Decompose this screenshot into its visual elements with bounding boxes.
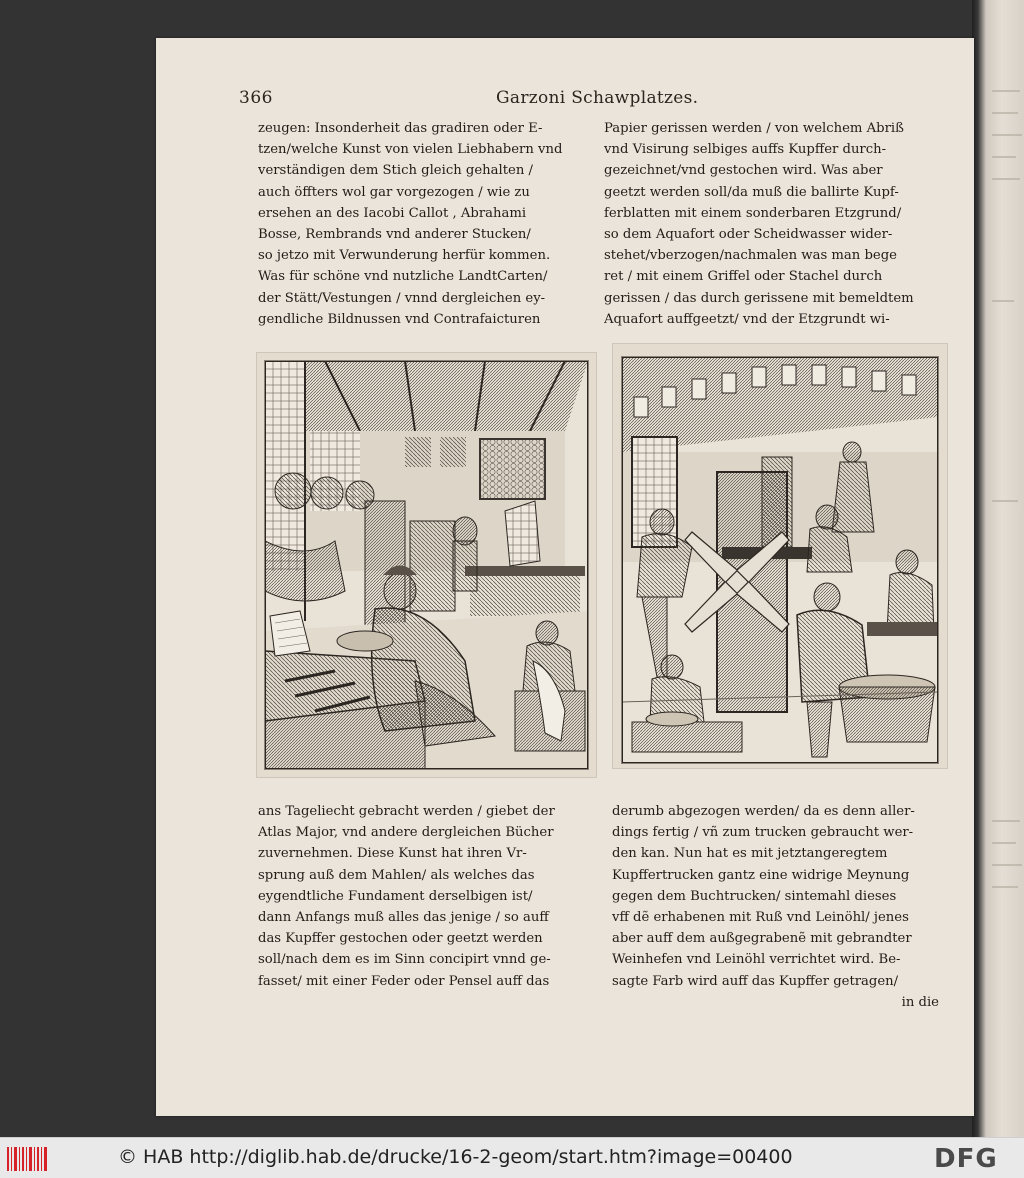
text-line: Aquafort auffgeetzt/ vnd der Etzgrundt wi- <box>604 311 890 327</box>
text-line: so jetzo mit Verwunderung herfür kommen. <box>258 248 551 264</box>
text-column-bottom-right <box>612 801 939 1013</box>
text-line: zeugen: Insonderheit das gradiren oder E- <box>258 121 543 136</box>
page-number: 366 <box>239 88 273 108</box>
text-line: stehet/vberzogen/nachmalen was man bege <box>604 248 897 264</box>
source-link[interactable]: © HAB http://diglib.hab.de/drucke/16-2-geom/start.htm?image=00400 <box>118 1146 793 1168</box>
text-line: geetzt werden soll/da muß die ballirte Kupf- <box>604 184 899 200</box>
text-line: gezeichnet/vnd gestochen wird. Was aber <box>604 163 883 179</box>
text-line: Kupffertrucken gantz eine widrige Meynung <box>612 867 910 883</box>
text-line: auch öffters wol gar vorgezogen / wie zu <box>258 184 530 200</box>
text-line: Bosse, Rembrands vnd anderer Stucken/ <box>258 226 531 242</box>
text-line: den kan. Nun hat es mit jetztangeregtem <box>612 846 888 862</box>
text-line: das Kupffer gestochen oder geetzt werden <box>258 931 543 947</box>
dfg-logo: DFG <box>934 1144 998 1174</box>
catchword: in die <box>901 994 939 1010</box>
adjacent-page-edge <box>972 0 1024 1137</box>
text-line: dann Anfangs muß alles das jenige / so auff <box>258 909 549 925</box>
text-line: sagte Farb wird auff das Kupffer getragen/ <box>612 973 899 989</box>
book-page <box>156 38 974 1116</box>
text-column-top-right <box>604 118 939 330</box>
viewer-footer <box>0 1137 1024 1178</box>
text-line: sprung auß dem Mahlen/ als welches das <box>258 867 535 883</box>
text-line: gerissen / das durch gerissene mit bemeldtem <box>604 290 914 306</box>
running-title: Garzoni Schawplatzes. <box>496 88 699 108</box>
text-line: fasset/ mit einer Feder oder Pensel auff das <box>258 973 550 989</box>
text-line: vnd Visirung selbiges auffs Kupffer durch- <box>604 142 887 158</box>
text-line: aber auff dem außgegrabenẽ mit gebrandter <box>612 931 912 947</box>
text-line: eygendtliche Fundament derselbigen ist/ <box>258 888 533 904</box>
text-line: gegen dem Buchtrucken/ sintemahl dieses <box>612 888 897 904</box>
text-line: so dem Aquafort oder Scheidwasser wider- <box>604 226 893 242</box>
text-line: ferblatten mit einem sonderbaren Etzgrund/ <box>604 205 902 221</box>
text-column-top-left <box>258 118 598 330</box>
text-line: vff dẽ erhabenen mit Ruß vnd Leinöhl/ jenes <box>612 909 909 925</box>
text-line: tzen/welche Kunst von vielen Liebhabern vnd <box>258 142 563 158</box>
text-line: dings fertig / vñ zum trucken gebraucht wer- <box>612 825 914 841</box>
engraving-printing-workshop <box>621 356 939 764</box>
barcode-icon <box>7 1147 47 1171</box>
text-line: der Stätt/Vestungen / vnnd dergleichen ey- <box>258 290 546 306</box>
text-line: zuvernehmen. Diese Kunst hat ihren Vr- <box>258 846 527 862</box>
text-line: soll/nach dem es im Sinn concipirt vnnd ge- <box>258 952 551 968</box>
text-line: Papier gerissen werden / von welchem Abriß <box>604 121 904 136</box>
text-line: Atlas Major, vnd andere dergleichen Bücher <box>258 825 554 841</box>
engraving-engraver-workshop <box>264 360 589 770</box>
text-line: ersehen an des Iacobi Callot , Abrahami <box>258 205 527 221</box>
text-line: ret / mit einem Griffel oder Stachel durch <box>604 269 883 285</box>
text-column-bottom-left <box>258 801 598 992</box>
text-line: derumb abgezogen werden/ da es denn aller- <box>612 804 915 819</box>
text-line: Was für schöne vnd nutzliche LandtCarten/ <box>258 269 548 285</box>
text-line: gendliche Bildnussen vnd Contrafaicturen <box>258 311 541 327</box>
text-line: Weinhefen vnd Leinöhl verrichtet wird. Be- <box>612 952 901 968</box>
text-line: ans Tageliecht gebracht werden / giebet der <box>258 804 555 819</box>
text-line: verständigen dem Stich gleich gehalten / <box>258 163 533 179</box>
